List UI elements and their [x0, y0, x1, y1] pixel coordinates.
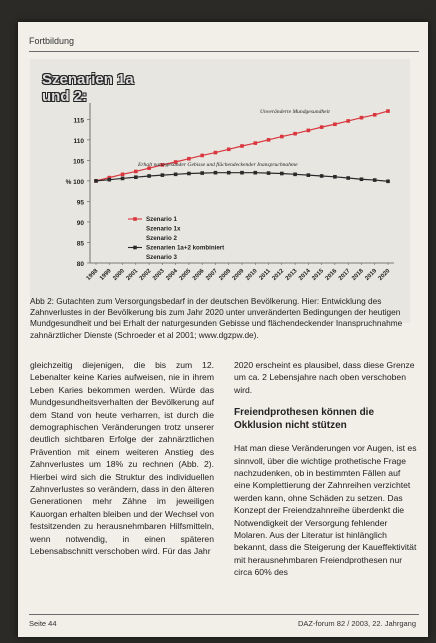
- figure-chart: [30, 59, 410, 323]
- left-column-text: gleichzeitig diejenigen, die bis zum 12. Lebenalter keine Karies aufweisen, nie in ihrem Leben Karies bekommen werden. Würde das Mundgesundheitsverhalten der Bevölkerung auf dem Stand von heute verharren, ist durch die demographischen Veränderungen trotz unserer deutlich sichtbaren Erfolge der zahnärztlichen Prävention mit einem weiteren Anstieg des Zahnverlustes um 18% zu rechnen (Abb. 2). Hierbei wird sich die Struktur des individuellen Zahnverlustes so verändern, dass in den älteren Generationen mehr Zähne im jeweiligen Kauorgan erhalten bleiben und der Wechsel von festsitzenden zu herausnehmbaren Hilfsmitteln, wenn notwendig, in einen späteren Lebensabschnitt verschoben wird. Für das Jahr: [30, 360, 214, 557]
- data-point: [200, 171, 204, 175]
- y-tick-label: 80: [76, 261, 84, 268]
- y-tick-label: 115: [73, 117, 84, 125]
- header-rule: [29, 51, 419, 52]
- data-point: [267, 171, 271, 175]
- section-subheading: Freiendprothesen können die Okklusion nicht stützen: [234, 407, 375, 432]
- x-tick-label: 2010: [244, 268, 259, 282]
- x-tick-label: 2001: [125, 268, 140, 282]
- annotation-lower: Erhalt naturgesunder Gebisse und flächendeckender Inanspruchnahme: [138, 162, 298, 168]
- data-point: [360, 116, 364, 120]
- data-point: [293, 132, 297, 136]
- data-point: [161, 173, 165, 177]
- data-point: [174, 173, 178, 177]
- legend-swatch-marker: [133, 217, 137, 221]
- section-header: Fortbildung: [29, 36, 75, 46]
- x-tick-label: 2019: [364, 268, 379, 282]
- data-point: [187, 157, 191, 161]
- x-tick-label: 2003: [152, 268, 166, 282]
- data-point: [373, 113, 377, 117]
- x-tick-label: 2004: [165, 268, 180, 282]
- x-tick-label: 2002: [138, 268, 153, 282]
- x-tick-label: 2013: [284, 268, 299, 282]
- data-point: [360, 177, 364, 181]
- annotation-upper: Unveränderte Mundgesundheit: [260, 109, 330, 115]
- data-point: [253, 141, 257, 145]
- legend-swatch-marker: [133, 246, 137, 250]
- x-tick-label: 2018: [351, 268, 365, 282]
- data-point: [134, 175, 138, 179]
- x-tick-label: 2012: [271, 268, 286, 282]
- x-tick-label: 2014: [298, 268, 312, 282]
- x-tick-label: 2016: [324, 268, 339, 282]
- page-number: Seite 44: [29, 619, 57, 628]
- data-point: [280, 135, 284, 139]
- chart-title-line2: und 2:: [42, 88, 87, 105]
- data-point: [293, 173, 297, 177]
- data-point: [333, 122, 337, 126]
- x-tick-label: 2009: [231, 268, 246, 282]
- journal-info: DAZ-forum 82 / 2003, 22. Jahrgang: [298, 619, 416, 628]
- data-point: [214, 151, 218, 155]
- document-page: [18, 22, 428, 637]
- right-column-paragraph-1: 2020 erscheint es plausibel, dass diese Grenze um ca. 2 Lebensjahre nach oben verschoben wird.: [234, 360, 415, 395]
- line-chart: [30, 59, 410, 323]
- y-tick-label: % 100: [65, 178, 84, 186]
- x-tick-label: 2017: [337, 268, 352, 282]
- legend-label: Szenario 2: [146, 235, 177, 242]
- x-tick-label: 2020: [377, 268, 392, 282]
- data-point: [307, 129, 311, 133]
- x-tick-label: 2008: [218, 268, 233, 282]
- x-tick-label: 2007: [205, 268, 219, 282]
- y-tick-label: 105: [73, 158, 84, 166]
- data-point: [320, 174, 324, 178]
- y-tick-label: 85: [76, 240, 84, 248]
- x-tick-label: 2011: [258, 268, 272, 282]
- data-point: [214, 171, 218, 175]
- legend-label: Szenarien 1a+2 kombiniert: [146, 244, 225, 252]
- data-point: [121, 177, 125, 181]
- right-column: [234, 359, 418, 579]
- data-point: [240, 171, 244, 175]
- data-point: [200, 154, 204, 158]
- legend-label: Szenario 1: [146, 216, 177, 223]
- x-tick-label: 1999: [98, 268, 113, 282]
- x-tick-label: 1998: [85, 268, 100, 282]
- data-point: [187, 172, 191, 176]
- x-tick-label: 2006: [191, 268, 206, 282]
- data-point: [121, 173, 125, 177]
- legend-label: Szenario 3: [146, 254, 177, 261]
- data-point: [307, 173, 311, 177]
- data-point: [107, 178, 111, 182]
- data-point: [346, 119, 350, 123]
- data-point: [240, 144, 244, 148]
- y-tick-label: 110: [73, 137, 84, 145]
- data-point: [267, 138, 271, 142]
- data-point: [346, 176, 350, 180]
- data-point: [253, 171, 257, 175]
- x-tick-label: 2005: [178, 268, 193, 282]
- data-point: [320, 125, 324, 129]
- data-point: [227, 171, 231, 175]
- data-point: [227, 147, 231, 151]
- data-point: [386, 109, 390, 113]
- x-tick-label: 2000: [112, 268, 126, 282]
- figure-caption: Abb 2: Gutachten zum Versorgungsbedarf in der deutschen Bevölkerung. Hier: Entwicklung des Zahnverlustes in der Bevölkerung bis zum Jahr 2020 unter unveränderten Bedingungen der heutigen Mundgesundheit und bei Erhalt der naturgesunden Gebisse und flächendeckender Inanspruchnahme zahnärztlicher Dienste (Schroeder et al 2001; www.dgzpw.de).: [30, 296, 403, 340]
- data-point: [333, 175, 337, 179]
- footer-rule: [29, 614, 419, 615]
- data-point: [94, 179, 98, 183]
- data-point: [134, 170, 138, 174]
- chart-title-line1: Szenarien 1a: [42, 71, 134, 88]
- data-point: [147, 174, 151, 178]
- right-column-paragraph-2: Hat man diese Veränderungen vor Augen, ist es sinnvoll, über die wichtige prothetische Frage nachzudenken, ob in bestimmten Fällen auf eine Komplettierung der Zahnreihen verzichtet werden kann, ohne Schäden zu setzen. Das Konzept der Freiendzahnreihe überdenkt die Notwendigkeit der Versorgung fehlender Molaren. Aus der Literatur ist hinlänglich bekannt, dass die Steigerung der Kaueffektivität mit herausnehmbaren Freiendprothesen nur circa 60% des: [234, 443, 417, 578]
- legend-label: Szenario 1x: [146, 225, 181, 233]
- data-point: [280, 172, 284, 176]
- data-point: [373, 178, 377, 182]
- y-tick-label: 90: [76, 219, 84, 227]
- data-point: [386, 180, 390, 184]
- y-tick-label: 95: [76, 199, 84, 207]
- x-tick-label: 2015: [311, 268, 326, 282]
